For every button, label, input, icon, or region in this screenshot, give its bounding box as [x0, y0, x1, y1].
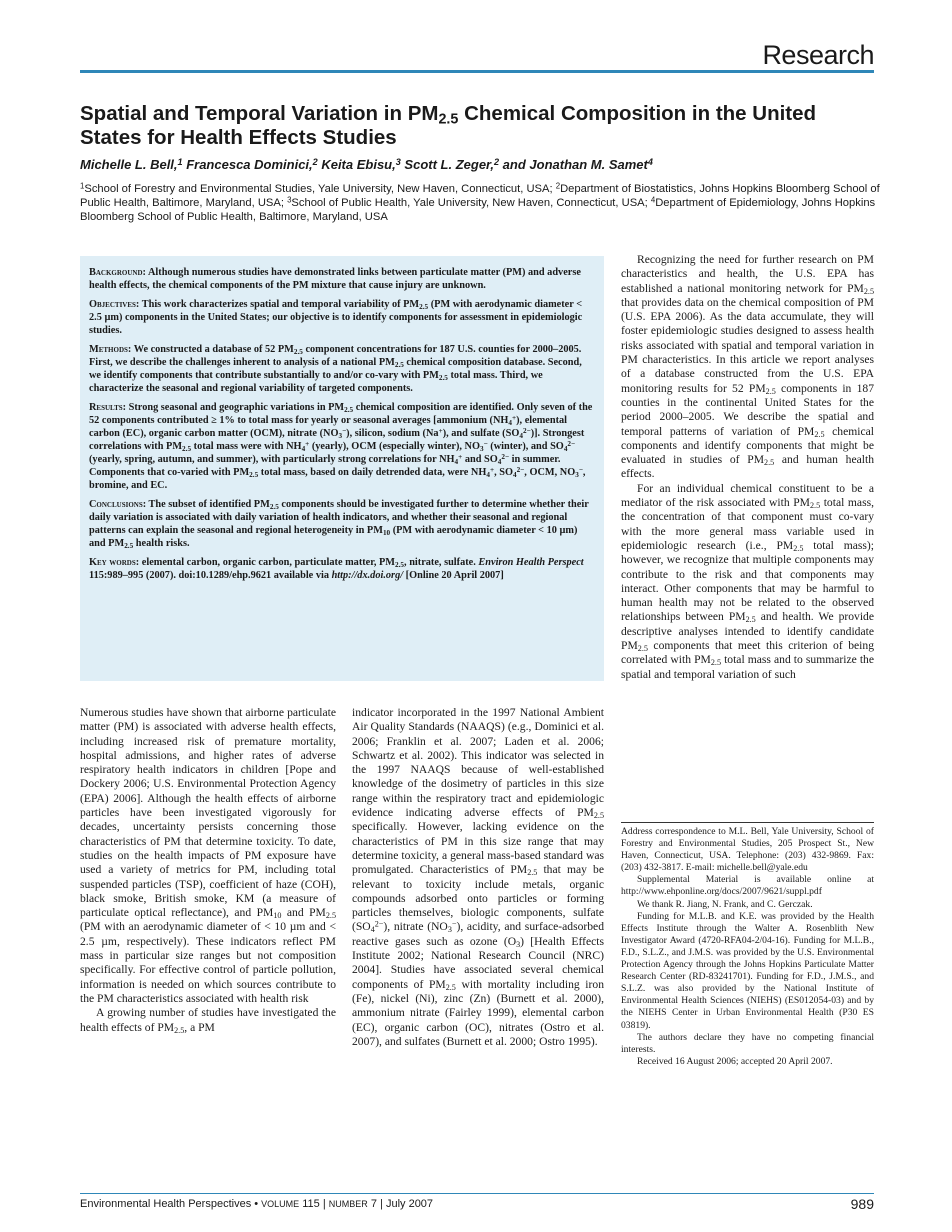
author-list: Michelle L. Bell,$^1$ Francesca Dominici,$^2$ Keita Ebisu,$^3$ Scott L. Zeger,$^2$ and Jonathan M. Samet$^4$	[80, 156, 653, 172]
journal-citation: Environ Health Perspect	[478, 557, 584, 568]
correspondence-rule	[621, 822, 874, 823]
abstract-background: Background: Although numerous studies have demonstrated links between particulate matter (PM) and adverse health effects, the chemical components of the PM mixture that cause injury are unknown.	[89, 267, 581, 291]
abstract-methods: Methods: We constructed a database of 52 $PM_{2.5}$ component concentrations for 187 U.S. counties for 2000–2005. First, we describe the challenges inherent to analysis of a national $PM_{2.5}$ chemical composition database. Second, we identify components that contribute substantially to and/or co-vary with $PM_{2.5}$ total mass. Third, we characterize the seasonal and regional variability of targeted components.	[89, 344, 582, 394]
page-number: 989	[850, 1196, 874, 1212]
doi-link[interactable]: http://dx.doi.org/	[331, 570, 404, 581]
footer-rule	[80, 1193, 874, 1194]
body-paragraph: Numerous studies have shown that airborne particulate matter (PM) is associated with adverse health effects, including increased risk of premature mortality, hospital admissions, and higher rates of adverse respiratory health indicators in children [Pope and Dockery 2006; U.S. Environmental Protection Agency (EPA) 2006]. Although the health effects of airborne particles have been investigated vigorously for decades, uncertainty persists concerning those characteristics of PM that determine toxicity. To date, studies on the health impacts of PM exposure have used a variety of metrics for PM, including total suspended particles (TSP), coefficient of haze (COH), black smoke, British smoke, KM (a measure of particulate optical reflectance), and $PM_{10}$ and $PM_{2.5}$ (PM with an aerodynamic diameter of < 10 µm and < 2.5 µm, respectively). These indicators reflect PM mass in particular size ranges but not composition specifically. For effective control of particle pollution, information is needed on which sources contribute to the PM characteristics associated with health risk	[80, 706, 336, 1005]
abstract-objectives: Objectives: This work characterizes spatial and temporal variability of $PM_{2.5}$ (PM with aerodynamic diameter < 2.5 µm) components in the United States; our objective is to identify components for assessment in epidemiologic studies.	[89, 299, 583, 336]
abstract-results: Results: Strong seasonal and geographic variations in $PM_{2.5}$ chemical composition are identified. Only seven of the 52 components contributed ≥ 1% to total mass for yearly or seasonal averages [ammonium $(NH_4^+)$, elemental carbon (EC), organic carbon matter (OCM), nitrate $(NO_3^-)$, silicon, sodium (Na+), and sulfate $(SO_4^{2-})$]. Strongest correlations with $PM_{2.5}$ total mass were with $NH_4^+$ (yearly), OCM (especially winter), $NO_3^-$ (winter), and $SO_4^{2-}$ (yearly, spring, autumn, and summer), with particularly strong correlations for $NH_4^+$ and $SO_4^{2-}$ in summer. Components that co-varied with $PM_{2.5}$ total mass, based on daily detrended data, were $NH_4^+$, $SO_4^{2-}$, OCM, $NO_3^-$, bromine, and EC.	[89, 402, 593, 491]
competing-interests: The authors declare they have no competing financial interests.	[621, 1031, 874, 1055]
abstract-keywords: Key words: elemental carbon, organic carbon, particulate matter, $PM_{2.5}$, nitrate, sulfate. Environ Health Perspect 115:989–995 (2007). doi:10.1289/ehp.9621 available via http://dx.doi.org/ [Online 20 April 2007]	[89, 557, 584, 581]
correspondence-address: Address correspondence to M.L. Bell, Yale University, School of Forestry and Environmental Studies, 205 Prospect St., New Haven, Connecticut, USA. Telephone: (203) 432-9869. Fax: (203) 432-3817. E-mail: michelle.bell@yale.edu	[621, 826, 874, 874]
header-rule	[80, 70, 874, 73]
abstract-conclusions: Conclusions: The subset of identified $PM_{2.5}$ components should be investigated further to determine whether their daily variation is associated with daily variation of health indicators, and whether their seasonal and regional patterns can explain the seasonal and regional heterogeneity in $PM_{10}$ (PM with aerodynamic diameter < 10 µm) and $PM_{2.5}$ health risks.	[89, 499, 589, 550]
affiliations: $^1$School of Forestry and Environmental Studies, Yale University, New Haven, Connecticut, USA; $^2$Department of Biostatistics, Johns Hopkins Bloomberg School of Public Health, Baltimore, Maryland, USA; $^3$School of Public Health, Yale University, New Haven, Connecticut, USA; $^4$Department of Epidemiology, Johns Hopkins Bloomberg School of Public Health, Baltimore, Maryland, USA	[80, 181, 880, 223]
correspondence-notes	[621, 826, 874, 1068]
body-column-3	[621, 253, 874, 682]
footer-citation: Environmental Health Perspectives • VOLUME 115 | NUMBER 7 | July 2007	[80, 1198, 434, 1210]
section-label: Research	[762, 40, 874, 70]
abstract-box	[80, 256, 604, 681]
supplemental-note: Supplemental Material is available online at http://www.ehponline.org/docs/2007/9621/suppl.pdf	[621, 874, 874, 898]
body-column-2	[352, 706, 604, 1049]
body-paragraph: A growing number of studies have investigated the health effects of $PM_{2.5}$, a PM	[80, 1006, 336, 1035]
acknowledgment: We thank R. Jiang, N. Frank, and C. Gerczak.	[637, 898, 813, 910]
body-paragraph: Recognizing the need for further research on PM characteristics and health, the U.S. EPA has established a national monitoring network for $PM_{2.5}$ that provides data on the chemical composition of PM (U.S. EPA 2006). As the data accumulate, they will foster epidemiologic studies designed to assess health risks associated with spatial and temporal variation in PM characteristics. In this article we report analyses of a database constructed from the U.S. EPA monitoring results for 52 $PM_{2.5}$ components in 187 counties in the continental United States for the period 2000–2005. We describe the spatial and temporal patterns of variation of $PM_{2.5}$ chemical components and identify components that might be evaluated in studies of $PM_{2.5}$ and human health effects.	[621, 253, 874, 481]
article-title: Spatial and Temporal Variation in $PM_{2.5}$ Chemical Composition in the United States for Health Effects Studies	[80, 102, 817, 149]
funding-note: Funding for M.L.B. and K.E. was provided by the Health Effects Institute through the Walter A. Rosenblith New Investigator Award (4720-RFA04-2/04-16). Funding for M.L.B., F.D., S.L.Z., and J.M.S. was provided by the U.S. Environmental Protection Agency through the Johns Hopkins Particulate Matter Research Center (RD-83241701). Funding for F.D., J.M.S., and S.L.Z. was also provided by the National Institute of Environmental Health Sciences (NIEHS) (ES012054-03) and by the NIEHS Center in Urban Environmental Health (P30 ES 03819).	[621, 910, 874, 1031]
received-dates: Received 16 August 2006; accepted 20 April 2007.	[637, 1055, 833, 1067]
body-paragraph: For an individual chemical constituent to be a mediator of the risk associated with $PM_{2.5}$ total mass, the concentration of that component must co-vary with the more general mass variable used in epidemiologic research (i.e., $PM_{2.5}$ total mass); however, we recognize that multiple components may contribute to the risk and that components may interact. Other components that may be harmful to human health may not be related to the observed relationships between $PM_{2.5}$ and health. We provide descriptive analyses intended to identify candidate $PM_{2.5}$ components that meet this criterion of being correlated with $PM_{2.5}$ total mass and to summarize the spatial and temporal variation of such	[621, 481, 874, 681]
body-paragraph: indicator incorporated in the 1997 National Ambient Air Quality Standards (NAAQS) (e.g., Dominici et al. 2006; Franklin et al. 2007; Laden et al. 2006; Schwartz et al. 2002). This indicator was selected in the 1997 NAAQS because of well-established knowledge of the dosimetry of particles in this size range within the respiratory tract and epidemiologic evidence indicating adverse effects of $PM_{2.5}$ specifically. However, lacking evidence on the characteristics of PM in this size range that may determine toxicity, a general mass-based standard was promulgated. Characteristics of $PM_{2.5}$ that may be relevant to toxicity include metals, organic compounds adsorbed onto particles or forming particles themselves, biologic components, sulfate $(SO_4^{2-})$, nitrate $(NO_3^-)$, acidity, and surface-adsorbed reactive gases such as ozone $(O_3)$ [Health Effects Institute 2002; National Research Council (NRC) 2004]. Studies have associated several chemical components of $PM_{2.5}$ with mortality including iron (Fe), nickel (Ni), zinc (Zn) (Burnett et al. 2000), ammonium nitrate (Fairley 1999), elemental carbon (EC), organic carbon (OC), nitrates (Ostro et al. 2007), and sulfates (Burnett et al. 2000; Ostro 1995).	[352, 706, 604, 1048]
body-column-1	[80, 706, 336, 1035]
